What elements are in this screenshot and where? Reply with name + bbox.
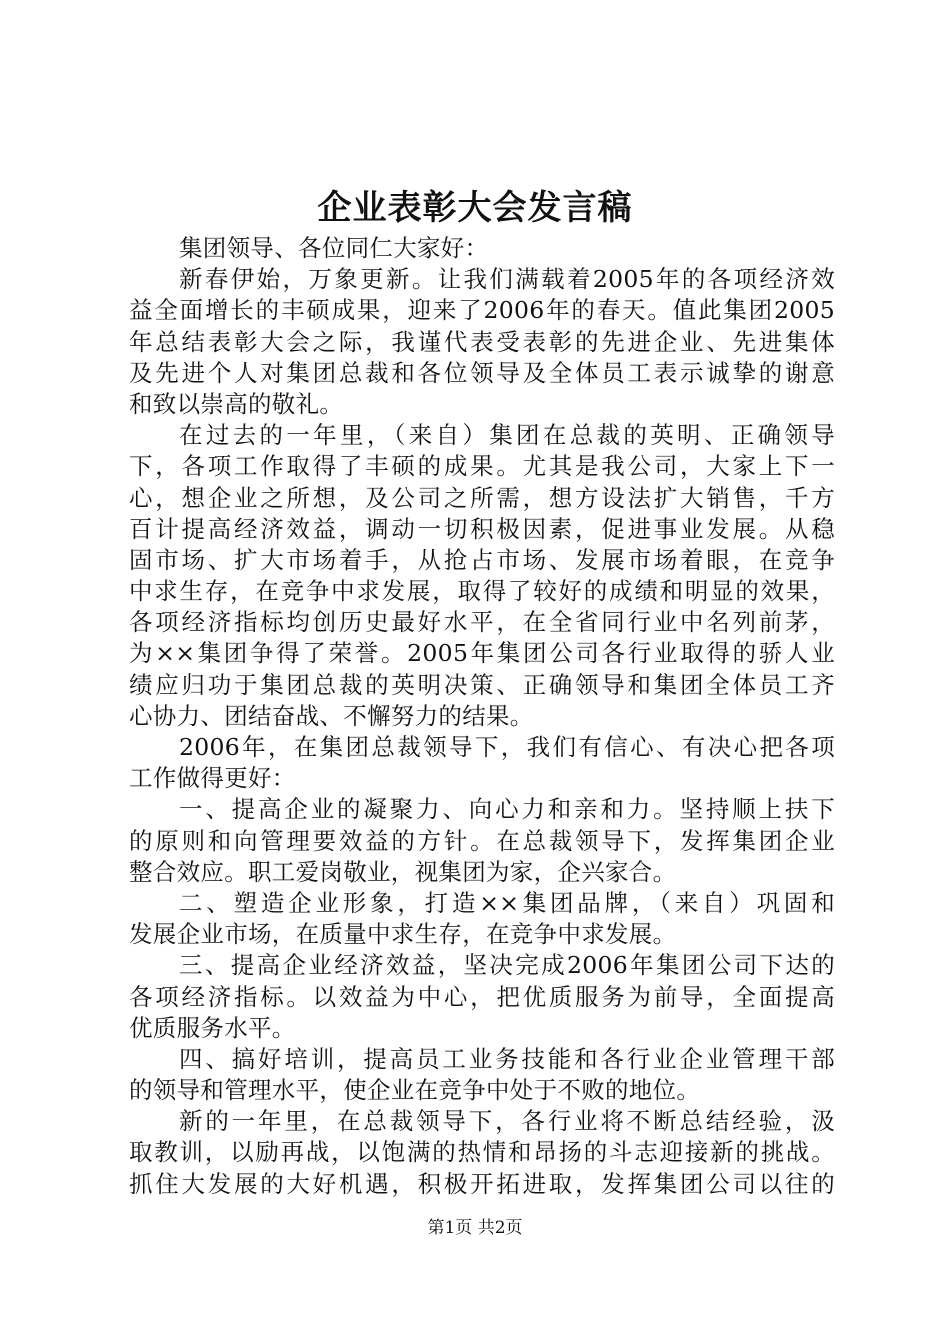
body-line: 在过去的一年里，（来自）集团在总裁的英明、正确领导 [179, 421, 835, 450]
body-line: 取教训，以励再战，以饱满的热情和昂扬的斗志迎接新的挑战。 [129, 1138, 835, 1167]
body-line: 绩应归功于集团总裁的英明决策、正确领导和集团全体员工齐 [129, 670, 835, 699]
body-line: 二、塑造企业形象，打造××集团品牌，（来自）巩固和 [179, 888, 835, 917]
document-body [129, 233, 835, 1200]
body-line: 和致以崇高的敬礼。 [129, 389, 344, 418]
salutation-line: 集团领导、各位同仁大家好： [179, 234, 489, 262]
body-line: 四、搞好培训，提高员工业务技能和各行业企业管理干部 [179, 1044, 835, 1073]
body-line: 心协力、团结奋战、不懈努力的结果。 [129, 701, 534, 730]
body-line: 百计提高经济效益，调动一切积极因素，促进事业发展。从稳 [129, 514, 835, 543]
body-line: 的领导和管理水平，使企业在竞争中处于不败的地位。 [129, 1076, 701, 1105]
body-line: 整合效应。职工爱岗敬业，视集团为家，企兴家合。 [129, 857, 677, 886]
body-line: 的原则和向管理要效益的方针。在总裁领导下，发挥集团企业 [129, 826, 835, 855]
body-line: 各项经济指标。以效益为中心，把优质服务为前导，全面提高 [129, 982, 835, 1011]
body-line: 工作做得更好： [129, 764, 296, 793]
body-line: 益全面增长的丰硕成果，迎来了2006年的春天。值此集团2005 [129, 296, 835, 325]
body-line: 下，各项工作取得了丰硕的成果。尤其是我公司，大家上下一 [129, 452, 835, 481]
body-line: 及先进个人对集团总裁和各位领导及全体员工表示诚挚的谢意 [129, 358, 835, 387]
body-line: 一、提高企业的凝聚力、向心力和亲和力。坚持顺上扶下 [179, 795, 835, 824]
body-line: 2006年，在集团总裁领导下，我们有信心、有决心把各项 [179, 733, 835, 761]
body-line: 发展企业市场，在质量中求生存，在竞争中求发展。 [129, 920, 677, 949]
body-line: 优质服务水平。 [129, 1013, 296, 1042]
body-line: 固市场、扩大市场着手，从抢占市场、发展市场着眼，在竞争 [129, 545, 835, 574]
body-line: 新春伊始，万象更新。让我们满载着2005年的各项经济效 [179, 265, 835, 294]
body-line: 为××集团争得了荣誉。2005年集团公司各行业取得的骄人业 [129, 639, 835, 668]
body-line: 抓住大发展的大好机遇，积极开拓进取，发挥集团公司以往的 [129, 1169, 835, 1198]
body-line: 中求生存，在竞争中求发展，取得了较好的成绩和明显的效果， [129, 577, 835, 606]
page-number-footer: 第1页 共2页 [427, 1218, 523, 1238]
body-line: 三、提高企业经济效益，坚决完成2006年集团公司下达的 [179, 951, 835, 980]
body-line: 年总结表彰大会之际，我谨代表受表彰的先进企业、先进集体 [129, 327, 835, 356]
document-title: 企业表彰大会发言稿 [317, 188, 633, 228]
body-line: 各项经济指标均创历史最好水平，在全省同行业中名列前茅， [129, 608, 835, 637]
body-line: 心，想企业之所想，及公司之所需，想方设法扩大销售，千方 [129, 483, 835, 512]
body-line: 新的一年里，在总裁领导下，各行业将不断总结经验，汲 [179, 1107, 835, 1136]
